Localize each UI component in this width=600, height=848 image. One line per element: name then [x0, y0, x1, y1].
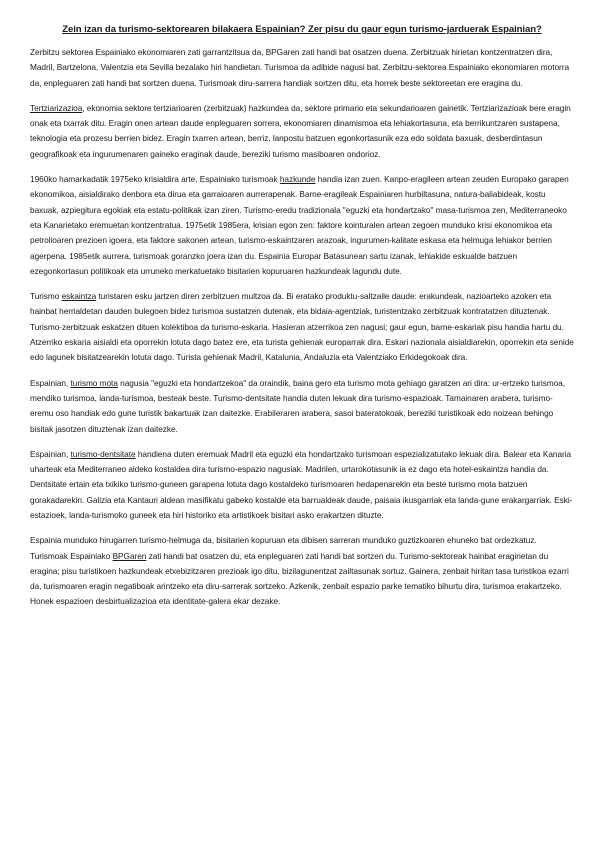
term-tertiarization-link[interactable]: Tertziarizazioa — [30, 102, 83, 113]
paragraph-text: handiena duten eremuak Madril eta eguzki eta hondartzako turismoan espezializatutako lekuak dira. Balear eta Kanaria uharteak eta Mediterraneo aldeko kostaldea dira turismo-espazio nagusiak. Madrilen, urtarokotasunik ia ez dago eta hotel-eskaintza handia da. Dentsitate ertain eta txikiko turismo-guneen garapena lotuta dago kostaldeko turismoaren hedapenarekin eta beste turismo mota batzuen gorakadarekin. Galizia eta Kantauri aldean masifikatu gabeko kostalde eta barrualdeak daude, paisaia ikusgarriak eta landa-gune erakargarriak. Eski-estazioek, landa-turismoko guneek eta hiri historiko eta artistikoek bisitari asko erakartzen dituzte. — [30, 448, 573, 520]
paragraph-tourism-supply — [30, 289, 574, 365]
paragraph-tourism-types — [30, 376, 574, 437]
paragraph-text: Zerbitzu sektorea Espainiako ekonomiaren zati garrantzitsua da, BPGaren zati handi bat osatzen duena. Zerbitzuak hirietan kontzentratzen dira, Madril, Bartzelona, Valentzia eta Sevilla bezalako hiri handietan. Turismoa da adibide nagusi bat. Zerbitzu-sektorea Espainiako ekonomiaren motorra da, enpleguaren zati handi bat sortzen duena. Turismoak diru-sarrera handiak sortzen ditu, eta horrek beste sektoreetan ere eragina du. — [30, 46, 570, 88]
paragraph-tertiarization — [30, 101, 574, 162]
paragraph-text-before: 1960ko hamarkadatik 1975eko krisialdira arte, Espainiako turismoak — [30, 174, 280, 185]
term-supply-link[interactable]: eskaintza — [61, 291, 97, 302]
paragraph-tourism-density — [30, 447, 574, 523]
paragraph-services-sector — [30, 45, 574, 91]
term-growth-link[interactable]: hazkunde — [279, 174, 316, 185]
paragraph-text-before: Turismo — [30, 291, 62, 302]
paragraph-tourism-growth — [30, 172, 574, 279]
paragraph-text: nagusia "eguzki eta hondartzekoa" da oraindik, baina gero eta turismo mota gehiago garatzen ari dira: ur-ertzeko turismoa, mendiko turismoa, landa-turismoa, besteak beste. Turismo-dentsitate handia duten lekuak dira turismo-espazioak. Tamainaren arabera, turismo-eremu oso handiak edo gune turistik bakartuak izan daitezke. Erabileraren arabera, sasoi bateratokoak, bereziki turistikoak edo noizean behingo bisitak jasotzen dituztenak izan daitezke. — [30, 377, 565, 434]
paragraph-text: turistaren esku jartzen diren zerbitzuen multzoa da. Bi eratako produktu-saltzaile daude: erakundeak, nazioarteko azoken eta hainbat herrialdetan dauden bulegoen bidez turismoa sustatzen dutenak, eta bidaia-agentziak, turistentzako zerbitzuak kontratatzen dituztenak. Turismo-zerbitzuak eskatzen dituen kolektiboa da turismo-eskaria. Hasieran atzerrikoa zen nagusi; gaur egun, barne-eskariak pisu handia hartu du. Atzerriko eskaria aisialdi eta oporrekin lotuta dago batez ere, eta turista gehienak europarrak dira. Eskari nazionala aisialdiarekin, oporrekin eta senide edo lagunek bisitatzearekin lotuta dago. Turista gehienak Madril, Katalunia, Andaluzia eta Valentziako Erkidegokoak dira. — [30, 291, 574, 363]
paragraph-tourism-weight — [30, 533, 574, 609]
paragraph-text: handia izan zuen. Kanpo-eragileen artean zeuden Europako garapen ekonomikoa, aisialdirako denbora eta dirua eta garraioaren aurrerapenak. Barne-eragileak Espainiaren hurbiltasuna, natura-baliabideak, kostu baxuak, azpiegitura egokiak eta estatu-politikak izan ziren. Turismo-eredu tradizionala "eguzki eta hondartzako" masa-turismoa zen, Mediterraneoko eta Kanarietako eremuetan kontzentratua. 1975etik 1985era, krisian egon zen: faktore kointuralen artean zegoen munduko krisi ekonomikoa eta petrolioaren prezioen igoera, eta faktore sakonen artean, turismo-eskaintzaren arazoak, ingurumen-kalitate eskasa eta helmuga lehiakor berrien agerpena. 1985etik aurrera, turismoak goranzko joera izan du. Espainia Europar Batasunean sartu izanak, lehiakide eskualde batzuen ezegonkortasun politikoak eta urruneko merkatuetako bisitarien kopuruaren hazkundeak lagundu dute. — [30, 174, 569, 276]
document-title: Zein izan da turismo-sektorearen bilakaera Espainian? Zer pisu du gaur egun turismo-jarduerak Espainian? — [62, 24, 542, 35]
paragraph-text-before: Espainian, — [30, 448, 71, 459]
term-density-link[interactable]: turismo-dentsitate — [70, 448, 136, 459]
term-tourism-type-link[interactable]: turismo mota — [70, 377, 118, 388]
paragraph-text: , ekonomia sektore tertziarioaren (zerbitzuak) hazkundea da, sektore primario eta sekundarioaren gainetik. Tertziarizazioak bere eragin onak eta txarrak ditu. Eragin onen artean daude enpleguaren sorrera, ekonomiaren dinamismoa eta lehiakortasuna, eta berrikuntzaren sustapena, teknologia eta prozesu berrien bidez. Eragin txarren artean, berriz, lanpostu batzuen egonkortasunik eza edo soldata baxuak, desberdintasun geografikoak eta ingurumenaren gaineko eraginak daude, bereziki turismo masiboaren ondorioz. — [30, 102, 571, 159]
paragraph-text-before: Espainian, — [30, 377, 71, 388]
paragraph-text-before: Espainia munduko hirugarren turismo-helmuga da, bisitarien kopuruan eta dibisen sarreran munduko guztizkoaren ehuneko bat ordezkatuz. Turismoak Espainiako — [30, 535, 537, 561]
term-gdp-link[interactable]: BPGaren — [112, 550, 147, 561]
paragraph-text: zati handi bat osatzen du, eta enpleguaren zati handi bat sortzen du. Turismo-sektoreak hainbat eraginetan du eragina; pisu turistikoen hazkundeak etxebizitzaren prezioak igo ditu, bizilagunentzat zailtasunak sortuz. Gainera, zenbait hiritan tasa turistikoa ezarri da, turismoaren eragin negatiboak arintzeko eta diru-sarrerak sortzeko. Azkenik, zenbait espazio parke tematiko bihurtu dira, turismoa erakartzeko. Honek espazioen desbirtualizazioa eta identitate-galera ekar dezake. — [30, 550, 569, 607]
document-page — [30, 24, 574, 620]
